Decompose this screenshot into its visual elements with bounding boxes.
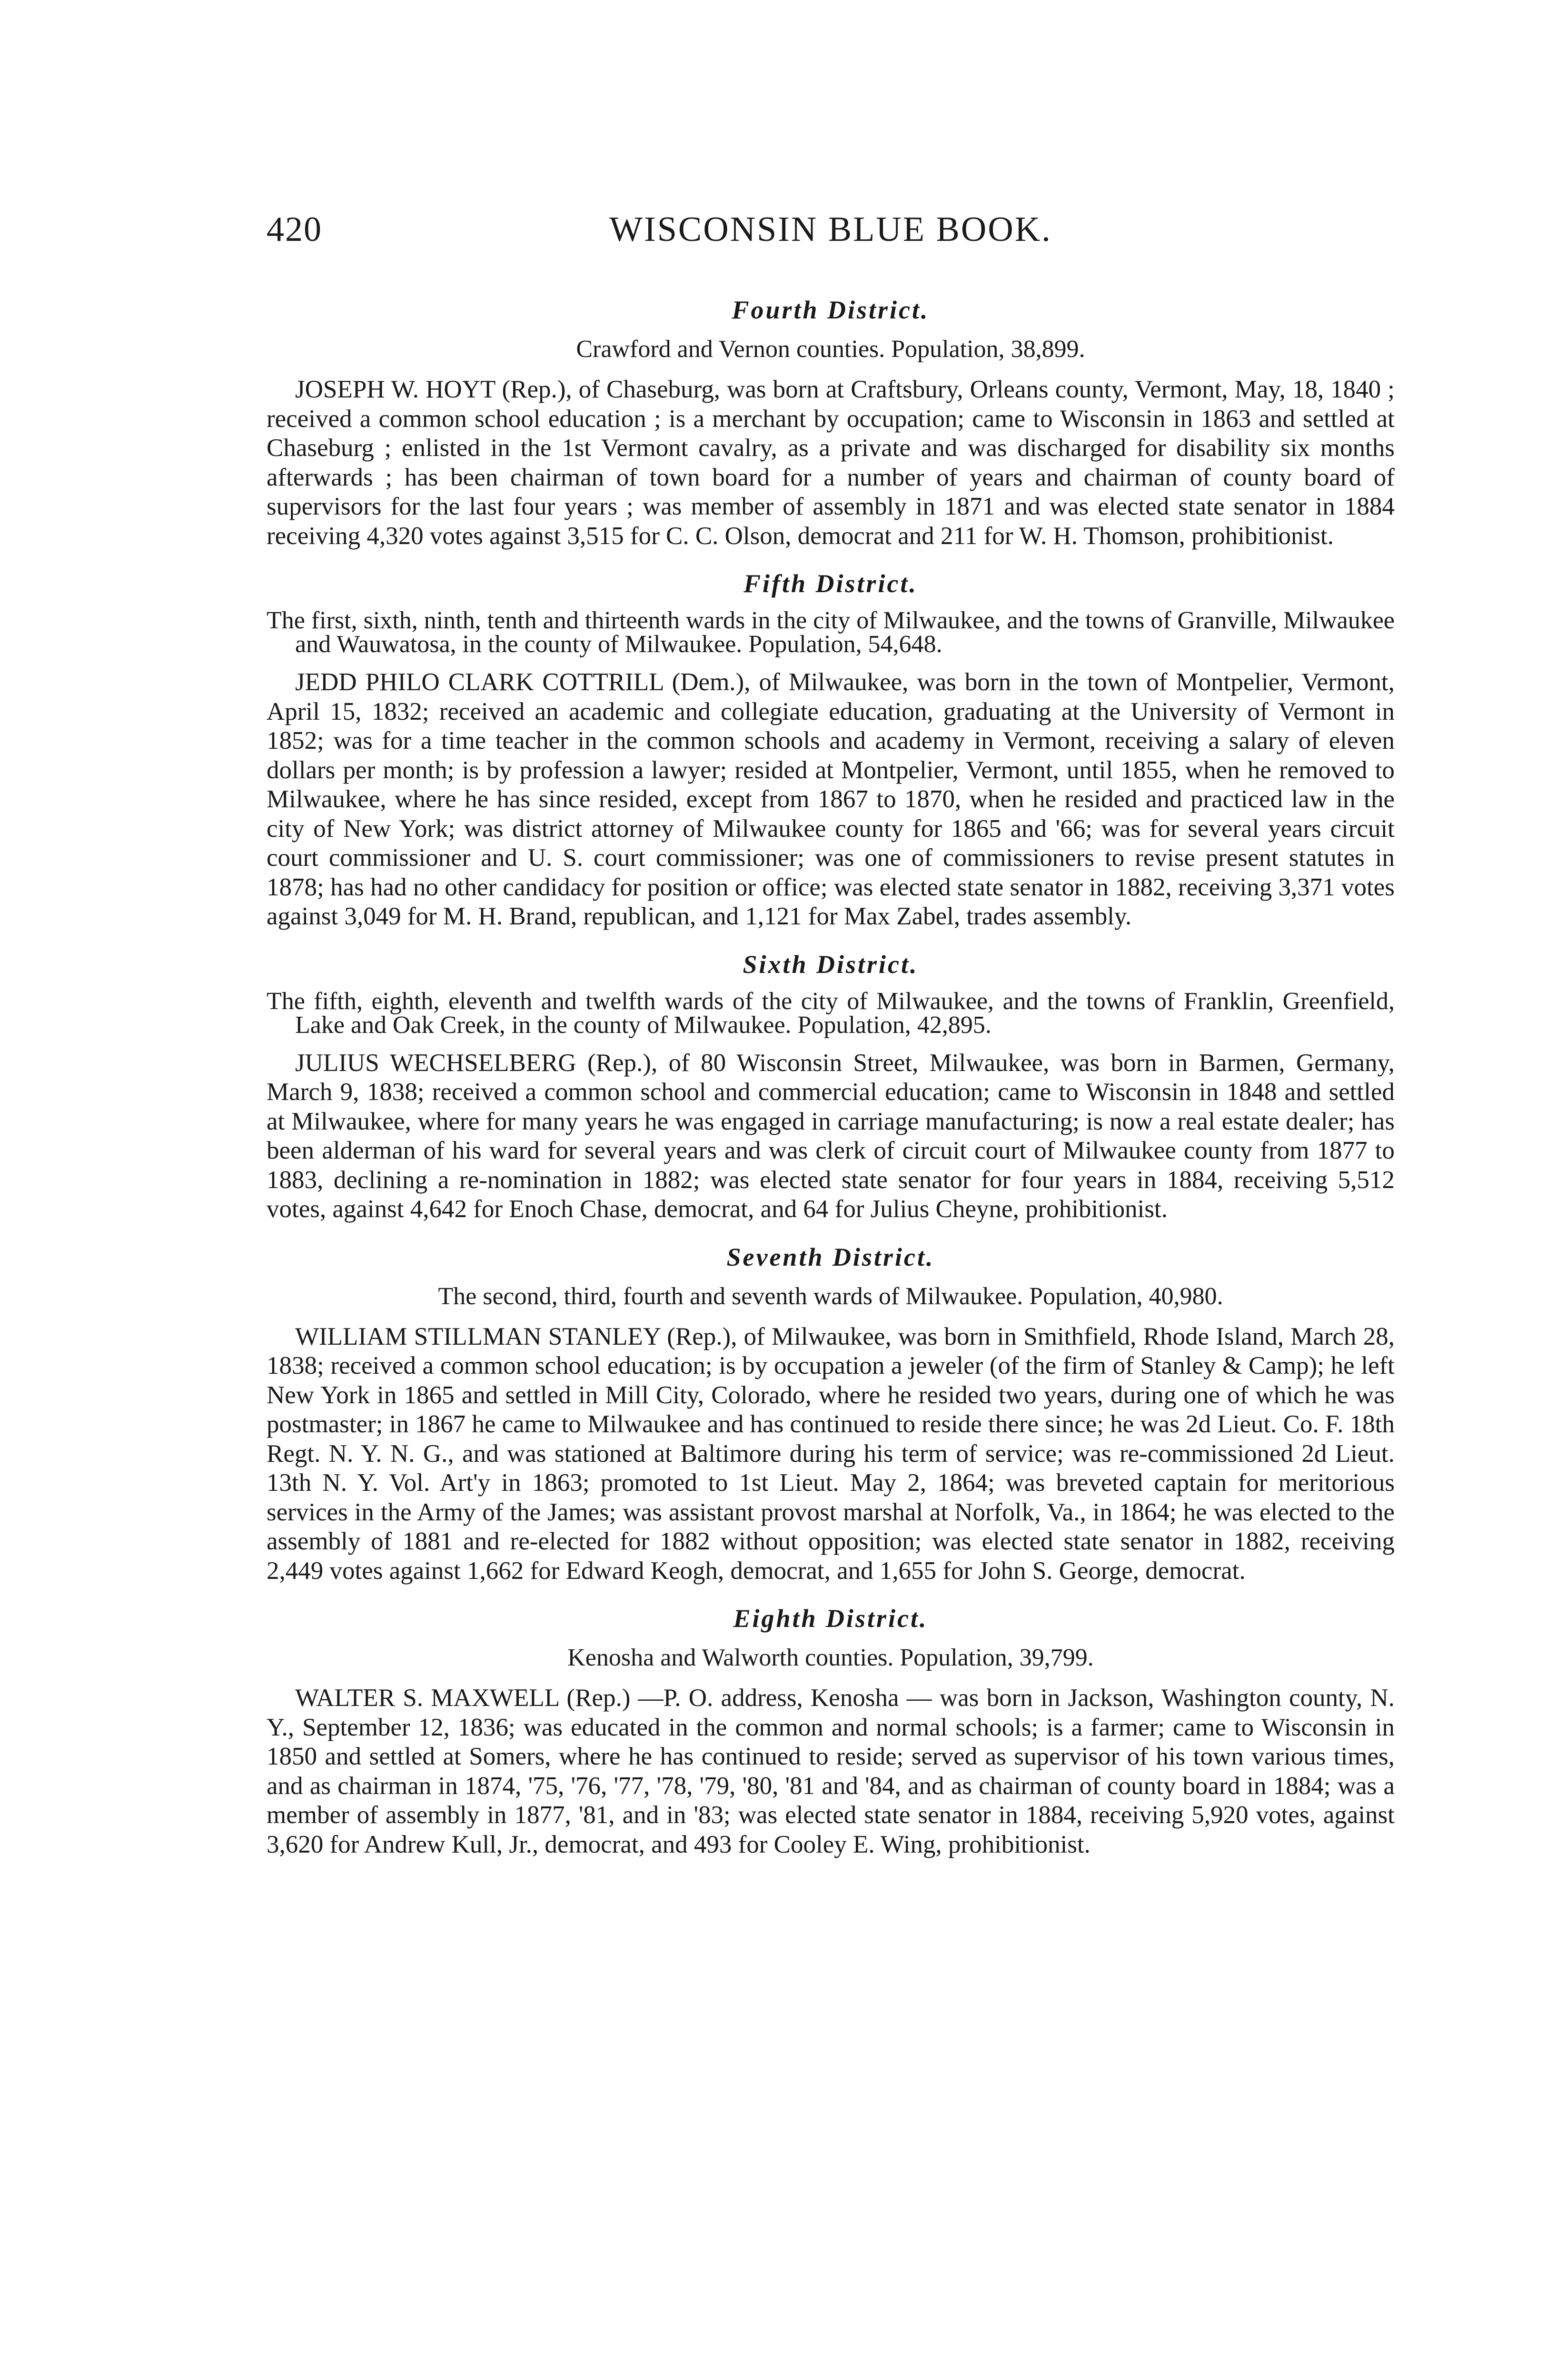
- district-counties: The fifth, eighth, eleventh and twelfth wards of the city of Milwaukee, and the towns of Franklin, Greenfield, Lake and Oak Creek, in the county of Milwaukee. Population, 42,895.: [267, 987, 1395, 1039]
- district-heading: Sixth District.: [743, 950, 919, 979]
- district-counties: The first, sixth, ninth, tenth and thirteenth wards in the city of Milwaukee, and the towns of Granville, Milwaukee and Wauwatosa, in the county of Milwaukee. Population, 54,648.: [267, 607, 1395, 658]
- district-counties: The second, third, fourth and seventh wards of Milwaukee. Population, 40,980.: [438, 1282, 1223, 1310]
- senator-biography: JOSEPH W. HOYT (Rep.), of Chaseburg, was born at Craftsbury, Orleans county, Vermont, May, 18, 1840 ; received a common school education ; is a merchant by occupation; came to Wisconsin in 1863 and settled at Chaseburg ; enlisted in the 1st Vermont cavalry, as a private and was discharged for disability six months afterwards ; has been chairman of town board for a number of years and chairman of county board of supervisors for the last four years ; was member of assembly in 1871 and was elected state senator in 1884 receiving 4,320 votes against 3,515 for C. C. Olson, democrat and 211 for W. H. Thomson, prohibitionist.: [267, 376, 1395, 550]
- senator-biography: WALTER S. MAXWELL (Rep.) —P. O. address, Kenosha — was born in Jackson, Washington county, N. Y., September 12, 1836; was educated in the common and normal schools; is a farmer; came to Wisconsin in 1850 and settled at Somers, where he has continued to reside; served as supervisor of his town various times, and as chairman in 1874, '75, '76, '77, '78, '79, '80, '81 and '84, and as chairman of county board in 1884; was a member of assembly in 1877, '81, and in '83; was elected state senator in 1884, receiving 5,920 votes, against 3,620 for Andrew Kull, Jr., democrat, and 493 for Cooley E. Wing, prohibitionist.: [267, 1684, 1395, 1858]
- district-heading: Seventh District.: [726, 1242, 935, 1271]
- district-eighth: [267, 1604, 1395, 1859]
- district-counties: Crawford and Vernon counties. Population, 38,899.: [576, 336, 1085, 363]
- district-sixth: [267, 950, 1395, 1224]
- book-page: [267, 209, 1395, 1877]
- page-number: 420: [267, 210, 322, 249]
- district-counties: Kenosha and Walworth counties. Population, 39,799.: [567, 1644, 1094, 1671]
- senator-biography: WILLIAM STILLMAN STANLEY (Rep.), of Milwaukee, was born in Smithfield, Rhode Island, March 28, 1838; received a common school education; is by occupation a jeweler (of the firm of Stanley & Camp); he left New York in 1865 and settled in Mill City, Colorado, where he resided two years, during one of which he was postmaster; in 1867 he came to Milwaukee and has continued to reside there since; he was 2d Lieut. Co. F. 18th Regt. N. Y. N. G., and was stationed at Baltimore during his term of service; was re-commissioned 2d Lieut. 13th N. Y. Vol. Art'y in 1863; promoted to 1st Lieut. May 2, 1864; was breveted captain for meritorious services in the Army of the James; was assistant provost marshal at Norfolk, Va., in 1864; he was elected to the assembly of 1881 and re-elected for 1882 without opposition; was elected state senator in 1882, receiving 2,449 votes against 1,662 for Edward Keogh, democrat, and 1,655 for John S. George, democrat.: [267, 1322, 1395, 1585]
- district-heading: Eighth District.: [733, 1604, 928, 1633]
- district-fourth: [267, 295, 1395, 551]
- book-title: WISCONSIN BLUE BOOK.: [609, 210, 1052, 249]
- district-fifth: [267, 569, 1395, 932]
- senator-biography: JULIUS WECHSELBERG (Rep.), of 80 Wisconsin Street, Milwaukee, was born in Barmen, Germany, March 9, 1838; received a common school and commercial education; came to Wisconsin in 1848 and settled at Milwaukee, where for many years he was engaged in carriage manufacturing; is now a real estate dealer; has been alderman of his ward for several years and was clerk of circuit court of Milwaukee county from 1877 to 1883, declining a re-nomination in 1882; was elected state senator for four years in 1884, receiving 5,512 votes, against 4,642 for Enoch Chase, democrat, and 64 for Julius Cheyne, prohibitionist.: [267, 1049, 1395, 1223]
- district-heading: Fifth District.: [743, 569, 918, 598]
- senator-biography: JEDD PHILO CLARK COTTRILL (Dem.), of Milwaukee, was born in the town of Montpelier, Vermont, April 15, 1832; received an academic and collegiate education, graduating at the University of Vermont in 1852; was for a time teacher in the common schools and academy in Vermont, receiving a salary of eleven dollars per month; is by profession a lawyer; resided at Montpelier, Vermont, until 1855, when he removed to Milwaukee, where he has since resided, except from 1867 to 1870, when he resided and practiced law in the city of New York; was district attorney of Milwaukee county for 1865 and '66; was for several years circuit court commissioner and U. S. court commissioner; was one of commissioners to revise present statutes in 1878; has had no other candidacy for position or office; was elected state senator in 1882, receiving 3,371 votes against 3,049 for M. H. Brand, republican, and 1,121 for Max Zabel, trades assembly.: [267, 668, 1395, 930]
- running-head: [267, 209, 1395, 262]
- district-seventh: [267, 1242, 1395, 1586]
- district-heading: Fourth District.: [732, 296, 930, 324]
